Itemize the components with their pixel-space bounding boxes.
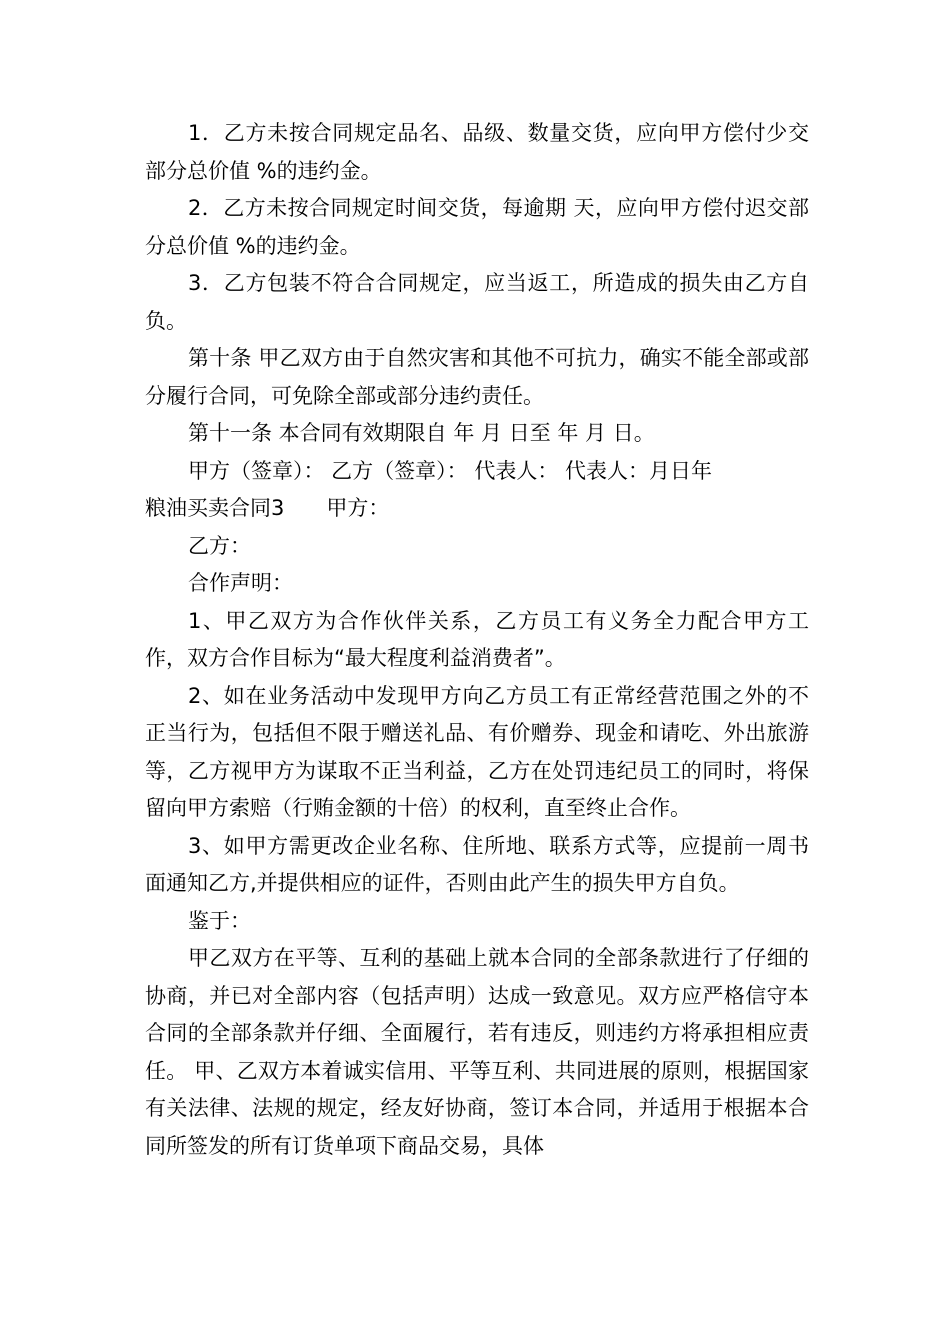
statement-2: 2、如在业务活动中发现甲方向乙方员工有正常经营范围之外的不正当行为，包括但不限于赠送礼品、有价赠券、现金和请吃、外出旅游等，乙方视甲方为谋取不正当利益，乙方在处罚违纪员工的同时，将保留向甲方索赔（行贿金额的十倍）的权利，直至终止合作。 (145, 683, 809, 820)
statement-3: 3、如甲方需更改企业名称、住所地、联系方式等，应提前一周书面通知乙方,并提供相应的证件，否则由此产生的损失甲方自负。 (145, 833, 809, 895)
article-10: 第十条 甲乙双方由于自然灾害和其他不可抗力，确实不能全部或部分履行合同，可免除全部或部分违约责任。 (145, 346, 809, 408)
statement-1: 1、甲乙双方为合作伙伴关系，乙方员工有义务全力配合甲方工作，双方合作目标为“最大程度利益消费者”。 (145, 608, 809, 670)
contract-title: 粮油买卖合同3 (145, 496, 285, 520)
party-a-label: 甲方： (326, 496, 390, 520)
signature-line: 甲方（签章）： 乙方（签章）： 代表人： 代表人：月日年 (188, 458, 713, 483)
clause-2: 2．乙方未按合同规定时间交货，每逾期 天，应向甲方偿付迟交部分总价值 %的违约金。 (145, 196, 809, 258)
party-b-label: 乙方： (188, 533, 251, 558)
article-11: 第十一条 本合同有效期限自 年 月 日至 年 月 日。 (188, 421, 655, 445)
whereas-body: 甲乙双方在平等、互利的基础上就本合同的全部条款进行了仔细的协商，并已对全部内容（包括声明）达成一致意见。双方应严格信守本合同的全部条款并仔细、全面履行，若有违反，则违约方将承担相应责任。 甲、乙双方本着诚实信用、平等互利、共同进展的原则，根据国家有关法律、法规的规定，经友好协商，签订本合同，并适用于根据本合同所签发的所有订货单项下商品交易，具体 (145, 946, 809, 1158)
clause-1: 1．乙方未按合同规定品名、品级、数量交货，应向甲方偿付少交部分总价值 %的违约金。 (145, 121, 809, 183)
contract-title-line (145, 490, 809, 528)
clause-3: 3．乙方包装不符合合同规定，应当返工，所造成的损失由乙方自负。 (145, 271, 809, 333)
document-page (145, 115, 809, 1165)
whereas-heading: 鉴于： (188, 908, 251, 933)
cooperation-statement-heading: 合作声明： (188, 571, 293, 595)
